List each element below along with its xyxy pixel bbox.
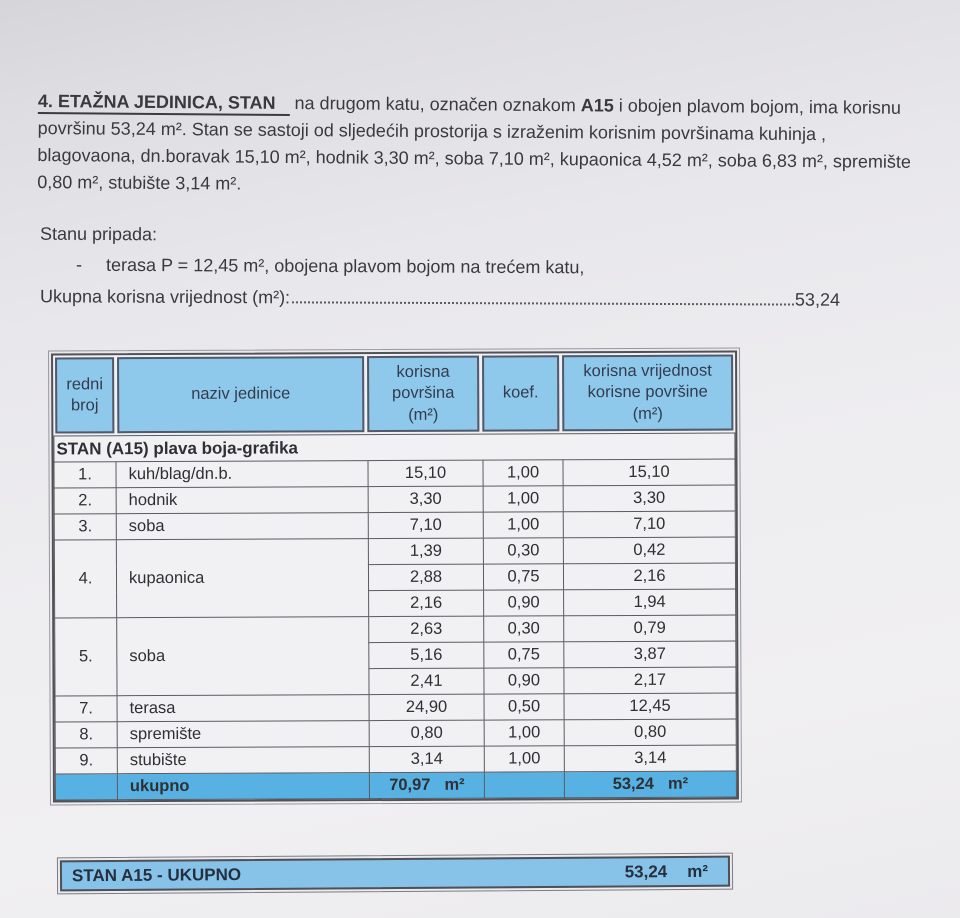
table-row (55, 719, 736, 748)
unit-name-cell: spremište (117, 721, 369, 748)
value-cell: 1,94 (564, 589, 736, 616)
unit-name-cell: kuh/blag/dn.b. (116, 461, 368, 488)
table-total-row (55, 771, 736, 800)
summary-unit: m² (687, 861, 709, 881)
area-cell: 3,14 (369, 746, 484, 773)
table-header-row (53, 353, 735, 436)
value-cell: 12,45 (564, 693, 736, 720)
unit-name-cell: soba (117, 617, 369, 696)
row-number-cell: 8. (55, 722, 117, 748)
value-cell: 3,87 (564, 641, 736, 668)
table-row (54, 537, 735, 566)
unit-label: m² (667, 774, 689, 793)
area-cell: 15,10 (368, 460, 483, 487)
koef-cell: 0,90 (484, 590, 564, 616)
value-cell: 2,17 (564, 667, 736, 694)
total-value-line (40, 286, 840, 310)
koef-cell: 1,00 (483, 486, 563, 512)
header-koef: koef. (482, 355, 559, 431)
area-cell: 0,80 (369, 720, 484, 747)
koef-cell: 1,00 (484, 720, 564, 746)
row-number-cell: 9. (55, 748, 117, 774)
area-cell: 2,63 (369, 616, 484, 643)
header-korisna-vrijednost: korisna vrijednost korisne površine (m²) (562, 355, 733, 432)
value-cell: 0,42 (563, 537, 735, 564)
total-value: 53,24 (794, 289, 841, 310)
koef-cell: 0,75 (484, 642, 564, 668)
koef-cell: 0,50 (484, 694, 564, 720)
koef-cell: 0,90 (484, 668, 564, 694)
table-row (54, 459, 735, 488)
summary-bar (57, 853, 733, 895)
area-cell: 3,30 (368, 486, 483, 513)
total-value-label: Ukupna korisna vrijednost (m²): (39, 286, 291, 308)
summary-value: 53,24 (624, 861, 668, 881)
koef-cell: 1,00 (483, 460, 563, 486)
value-cell: 7,10 (563, 511, 735, 538)
section-heading: 4. ETAŽNA JEDINICA, STAN (38, 91, 290, 116)
summary-value-group (625, 861, 708, 882)
area-cell: 1,39 (368, 538, 483, 565)
value-cell: 3,14 (564, 745, 736, 772)
total-koef-cell (484, 772, 564, 798)
unit-name-cell: hodnik (116, 487, 368, 514)
total-empty-cell (55, 774, 117, 800)
unit-name-cell: stubište (117, 747, 369, 774)
header-naziv-jedinice: naziv jedinice (117, 356, 364, 433)
unit-code: A15 (580, 95, 614, 116)
value-cell: 2,16 (563, 563, 735, 590)
header-korisna-povrsina: korisna površina (m²) (367, 356, 479, 432)
unit-name-cell: terasa (117, 695, 369, 722)
koef-cell: 0,30 (483, 538, 563, 564)
intro-text-2: i obojen plavom bojom, ima korisnu površinu 53,24 m². Stan se sastoji od sljedećih prostorija s izraženim korisnim površinama kuhinja , blagovaona, dn.boravak 15,10 m², hodnik 3,30 m², soba 7,10 m², kupaonica 4,52 m², soba 6,83 m², spremište 0,80 m², stubište 3,14 m². (37, 95, 912, 194)
row-number-cell: 1. (54, 462, 116, 488)
table-row (54, 485, 735, 514)
row-number-cell: 2. (54, 488, 116, 514)
table-section-label: STAN (A15) plava boja-grafika (54, 433, 735, 462)
row-number-cell: 3. (54, 514, 116, 540)
unit-name-cell: kupaonica (116, 539, 368, 618)
koef-cell: 1,00 (483, 512, 563, 538)
row-number-cell: 5. (55, 618, 117, 696)
row-number-cell: 7. (55, 696, 117, 722)
table-row (55, 693, 736, 722)
belongs-bullet-item (76, 255, 585, 279)
total-area-cell: 70,97 m² (369, 772, 484, 799)
summary-label: STAN A15 - UKUPNO (71, 864, 242, 885)
summary-bar-inner (60, 856, 730, 892)
area-cell: 2,41 (369, 668, 484, 695)
table-row (55, 615, 736, 644)
unit-name-cell: soba (116, 513, 368, 540)
total-label-cell: ukupno (117, 773, 369, 800)
belongs-label: Stanu pripada: (39, 223, 158, 245)
total-value-cell: 53,24 m² (564, 771, 736, 798)
header-redni-broj: redni broj (55, 357, 114, 433)
area-cell: 2,88 (368, 564, 483, 591)
table-row (55, 745, 736, 774)
calculation-table (51, 351, 739, 803)
area-cell: 2,16 (369, 590, 484, 617)
unit-label: m² (444, 775, 465, 794)
row-number-cell: 4. (54, 540, 116, 618)
dotted-leader (292, 301, 794, 305)
calculation-table-body (53, 433, 737, 801)
koef-cell: 0,75 (483, 564, 563, 590)
value-cell: 15,10 (563, 459, 735, 486)
area-cell: 5,16 (369, 642, 484, 669)
table-row (54, 511, 735, 540)
koef-cell: 0,30 (484, 616, 564, 642)
value-cell: 3,30 (563, 485, 735, 512)
bullet-dash: - (75, 254, 83, 275)
value-cell: 0,80 (564, 719, 736, 746)
koef-cell: 1,00 (484, 746, 564, 772)
table-section-row (54, 433, 735, 462)
area-cell: 7,10 (368, 512, 483, 539)
value-cell: 0,79 (564, 615, 736, 642)
intro-paragraph (37, 88, 926, 203)
intro-text-1: na drugom katu, označen oznakom (289, 92, 581, 116)
area-cell: 24,90 (369, 694, 484, 721)
bullet-text: terasa P = 12,45 m², obojena plavom bojom na trećem katu, (105, 254, 585, 278)
